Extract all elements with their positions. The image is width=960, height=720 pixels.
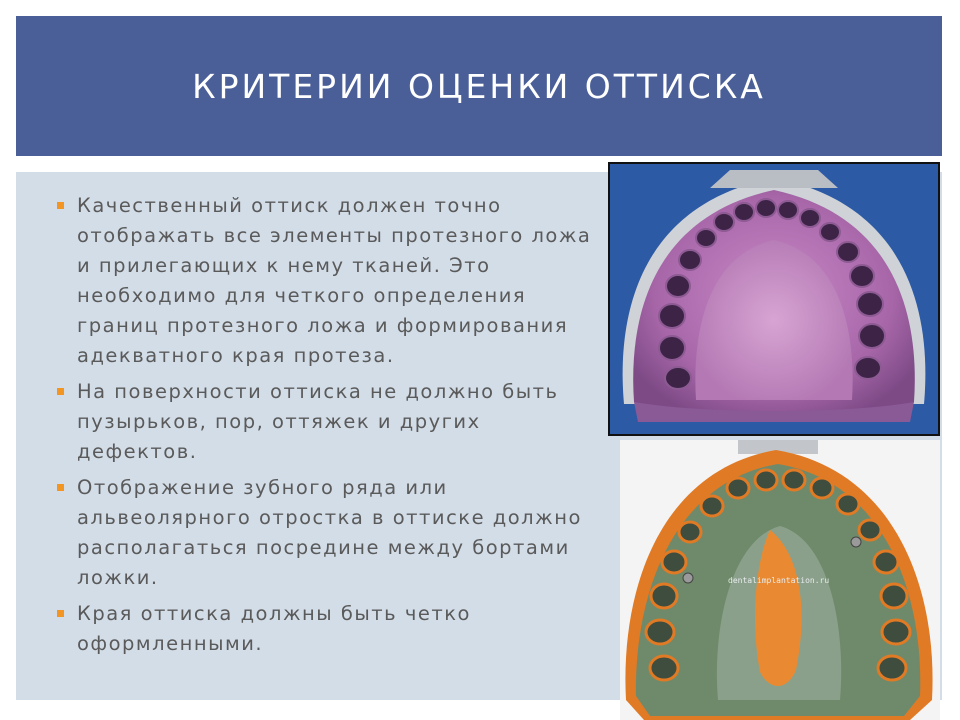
bullet-item xyxy=(55,191,600,371)
title-band xyxy=(16,16,942,156)
bullet-text: Качественный оттиск должен точно отображать все элементы протезного ложа и прилегающих к нему тканей. Это необходимо для четкого определения границ протезного ложа и формирования адекватного края протеза. xyxy=(77,194,592,367)
pink-impression-image xyxy=(610,164,938,434)
watermark-text: dentalimplantation.ru xyxy=(728,576,830,585)
slide-title: КРИТЕРИИ ОЦЕНКИ ОТТИСКА xyxy=(192,66,766,106)
green-impression-image xyxy=(620,440,940,720)
bullet-text: Отображение зубного ряда или альвеолярного отростка в оттиске должно располагаться посредине между бортами ложки. xyxy=(77,476,582,589)
bullet-marker-icon xyxy=(57,610,64,617)
impression-photo-green xyxy=(620,440,940,720)
bullet-text: На поверхности оттиска не должно быть пузырьков, пор, оттяжек и других дефектов. xyxy=(77,380,559,463)
bullet-marker-icon xyxy=(57,202,64,209)
impression-photo-pink xyxy=(608,162,940,436)
bullet-marker-icon xyxy=(57,484,64,491)
bullet-item xyxy=(55,473,600,593)
bullet-item xyxy=(55,599,600,659)
bullet-text: Края оттиска должны быть четко оформленными. xyxy=(77,602,471,655)
bullet-marker-icon xyxy=(57,388,64,395)
bullet-list xyxy=(55,191,600,665)
bullet-item xyxy=(55,377,600,467)
